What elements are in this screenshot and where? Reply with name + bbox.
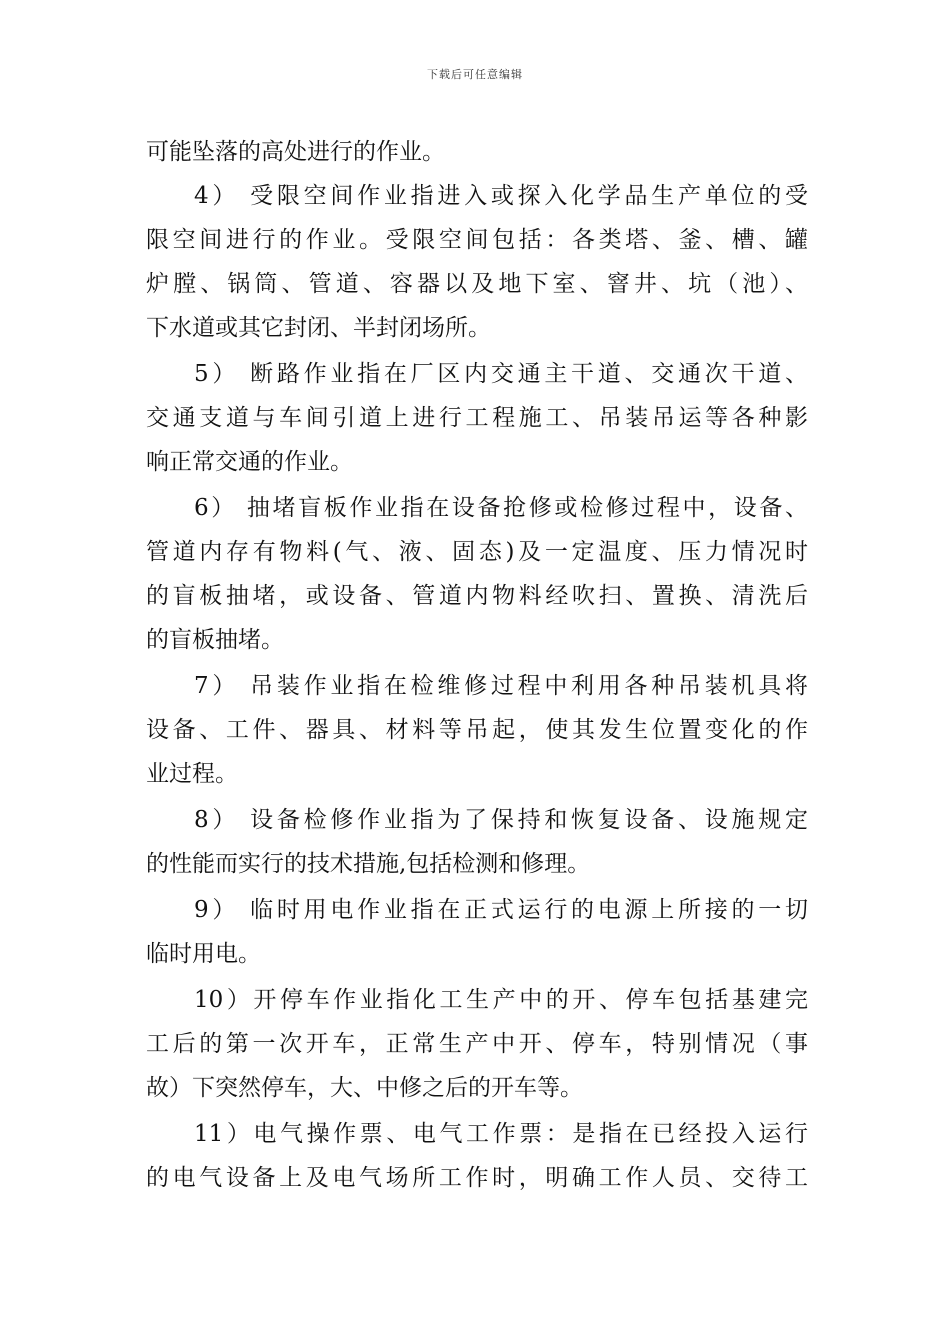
text-line: 8） 设备检修作业指为了保持和恢复设备、设施规定 [194,807,808,833]
text-line: 临时用电。 [146,941,261,967]
text-line: 11）电气操作票、电气工作票：是指在已经投入运行 [194,1121,808,1147]
text-line: 工后的第一次开车，正常生产中开、停车，特别情况（事 [146,1031,808,1057]
text-line: 炉膛、锅筒、管道、容器以及地下室、窨井、坑（池）、 [146,271,808,297]
text-line: 限空间进行的作业。受限空间包括：各类塔、釜、槽、罐 [146,227,808,253]
text-line: 6） 抽堵盲板作业指在设备抢修或检修过程中，设备、 [194,495,808,521]
text-line: 响正常交通的作业。 [146,449,353,475]
text-line: 的性能而实行的技术措施,包括检测和修理。 [146,851,591,877]
text-line: 7） 吊装作业指在检维修过程中利用各种吊装机具将 [194,673,808,699]
text-line: 的电气设备上及电气场所工作时，明确工作人员、交待工 [146,1165,808,1191]
text-line: 可能坠落的高处进行的作业。 [146,139,445,165]
text-line: 的盲板抽堵。 [146,627,284,653]
text-line: 故）下突然停车，大、中修之后的开车等。 [146,1075,583,1101]
text-line: 业过程。 [146,761,238,787]
text-line: 下水道或其它封闭、半封闭场所。 [146,315,491,341]
text-line: 交通支道与车间引道上进行工程施工、吊装吊运等各种影 [146,405,808,431]
text-line: 10）开停车作业指化工生产中的开、停车包括基建完 [194,987,808,1013]
text-line: 设备、工件、器具、材料等吊起，使其发生位置变化的作 [146,717,808,743]
document-body [146,130,808,1200]
text-line: 9） 临时用电作业指在正式运行的电源上所接的一切 [194,897,808,923]
page-header: 下载后可任意编辑 [427,68,523,81]
text-line: 4） 受限空间作业指进入或探入化学品生产单位的受 [194,183,808,209]
text-line: 的盲板抽堵，或设备、管道内物料经吹扫、置换、清洗后 [146,583,808,609]
text-line: 管道内存有物料(气、液、固态)及一定温度、压力情况时 [146,539,808,565]
text-line: 5） 断路作业指在厂区内交通主干道、交通次干道、 [194,361,808,387]
